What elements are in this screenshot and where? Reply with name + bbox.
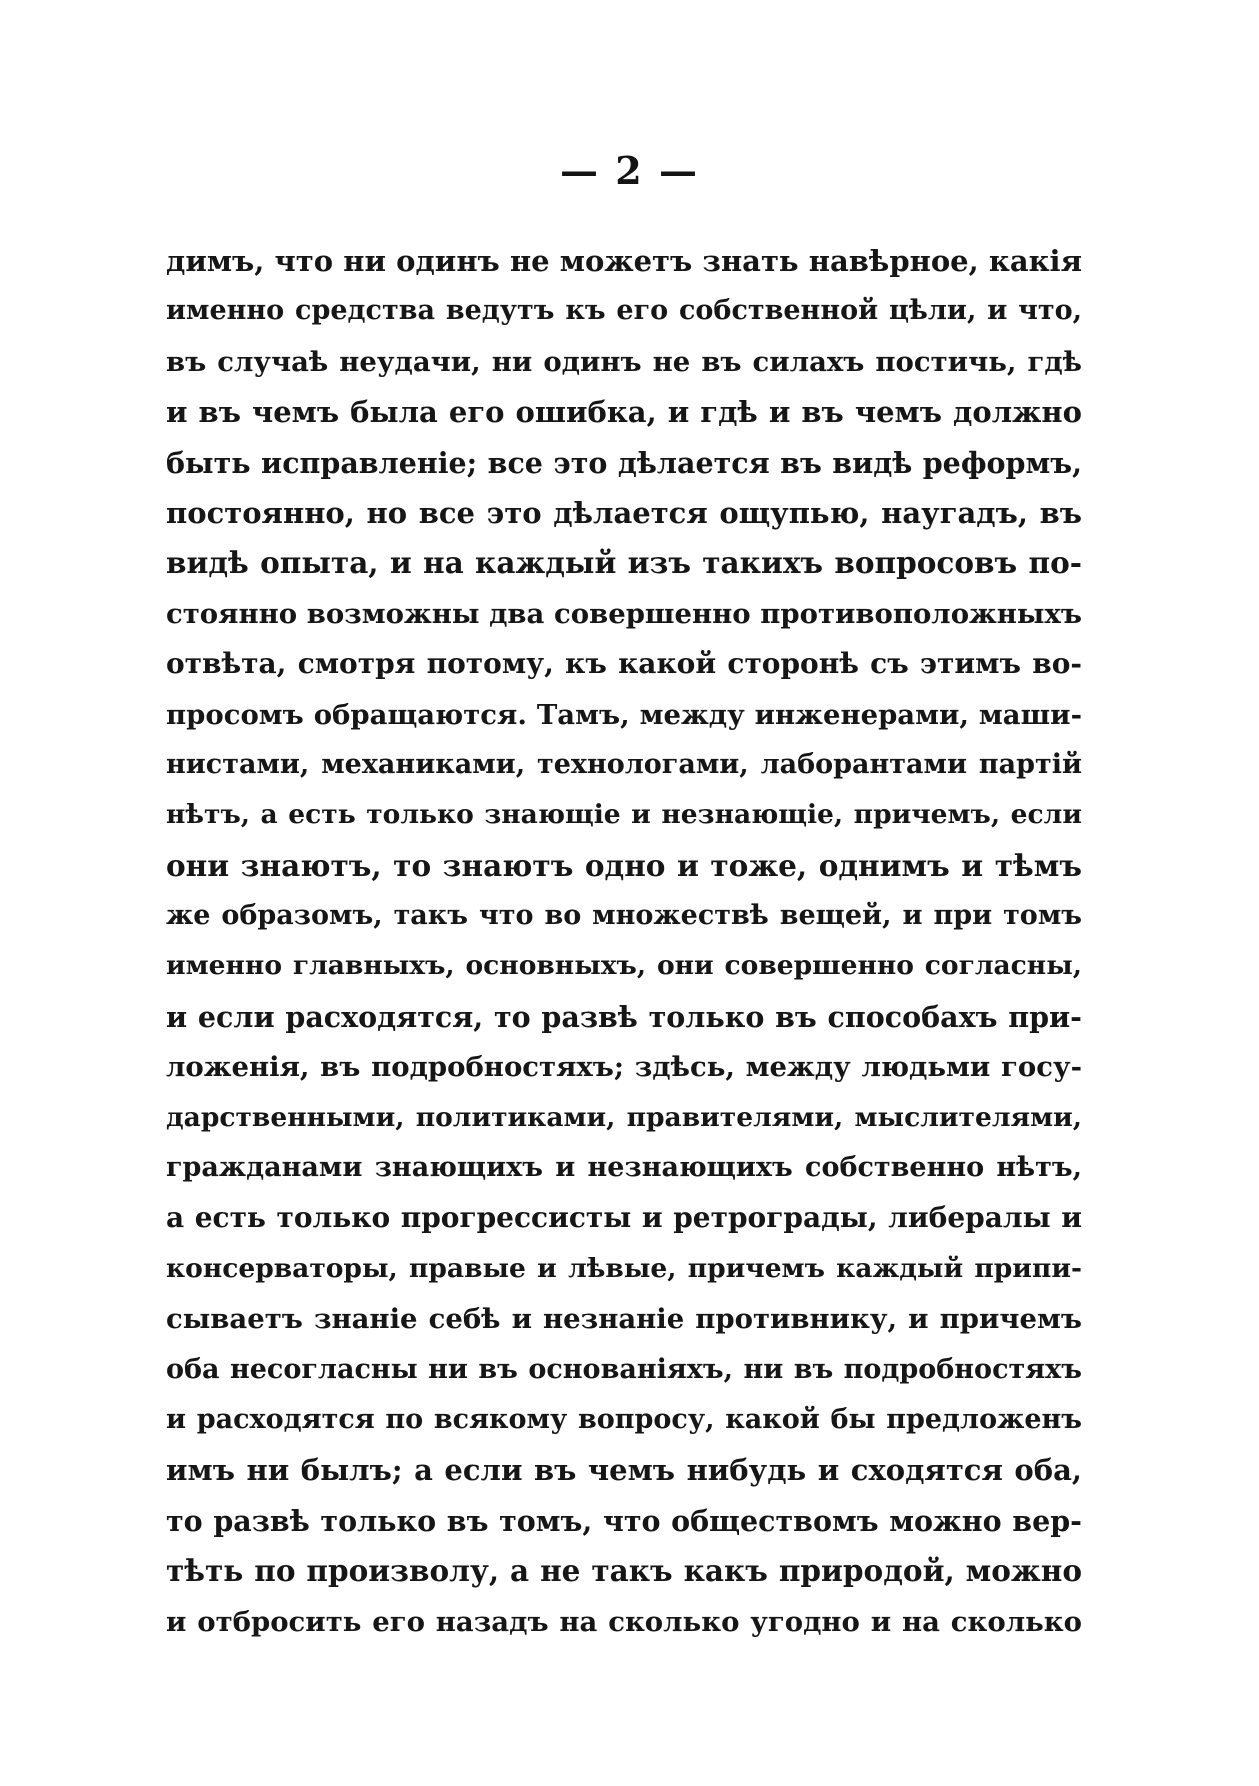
text-line: быть исправленіе; все это дѣлается въ видѣ реформъ, <box>166 445 1082 480</box>
text-line: именно средства ведутъ къ его собственной цѣли, и что, <box>166 295 1082 327</box>
text-line: димъ, что ни одинъ не можетъ знать навѣрное, какія <box>166 244 1082 278</box>
text-line: просомъ обращаются. Тамъ, между инженерами, маши- <box>166 698 1082 731</box>
text-line: нѣтъ, а есть только знающіе и незнающіе, причемъ, если <box>166 799 1082 831</box>
text-line: ложенія, въ подробностяхъ; здѣсь, между людьми госу- <box>166 1051 1082 1084</box>
text-line: а есть только прогрессисты и ретрограды, либералы и <box>166 1201 1082 1235</box>
text-line: и если расходятся, то развѣ только въ способахъ при- <box>166 999 1082 1034</box>
text-line: консерваторы, правые и лѣвые, причемъ каждый припи- <box>166 1252 1082 1284</box>
text-line: дарственными, политиками, правителями, мыслителями, <box>166 1101 1082 1133</box>
body-text <box>166 236 1082 1647</box>
text-line: имъ ни былъ; а если въ чемъ нибудь и сходятся оба, <box>166 1453 1082 1488</box>
text-line: то развѣ только въ томъ, что обществомъ можно вер- <box>166 1503 1082 1538</box>
text-line: же образомъ, такъ что во множествѣ вещей, и при томъ <box>166 900 1082 932</box>
text-line: въ случаѣ неудачи, ни одинъ не въ силахъ постичь, гдѣ <box>166 345 1082 378</box>
text-line: нистами, механиками, технологами, лаборантами партій <box>166 748 1082 780</box>
text-line: отвѣта, смотря потому, къ какой сторонѣ съ этимъ во- <box>166 647 1082 681</box>
text-line: именно главныхъ, основныхъ, они совершенно согласны, <box>166 950 1082 982</box>
text-line: и расходятся по всякому вопросу, какой бы предложенъ <box>166 1403 1082 1435</box>
text-line: оба несогласны ни въ основаніяхъ, ни въ подробностяхъ <box>166 1353 1082 1385</box>
text-line: гражданами знающихъ и незнающихъ собственно нѣтъ, <box>166 1152 1082 1184</box>
text-line: постоянно, но все это дѣлается ощупью, наугадъ, въ <box>166 495 1082 530</box>
text-line: стоянно возможны два совершенно противоположныхъ <box>166 597 1082 630</box>
text-line: видѣ опыта, и на каждый изъ такихъ вопросовъ по- <box>166 545 1082 581</box>
text-line: тѣть по произволу, а не такъ какъ природой, можно <box>166 1553 1082 1589</box>
page-number: — 2 — <box>560 148 699 193</box>
text-line: и отбросить его назадъ на сколько угодно и на сколько <box>166 1605 1082 1638</box>
text-line: они знаютъ, то знаютъ одно и тоже, однимъ и тѣмъ <box>166 847 1082 883</box>
text-line: сываетъ знаніе себѣ и незнаніе противнику, и причемъ <box>166 1303 1082 1336</box>
text-line: и въ чемъ была его ошибка, и гдѣ и въ чемъ должно <box>166 395 1082 430</box>
